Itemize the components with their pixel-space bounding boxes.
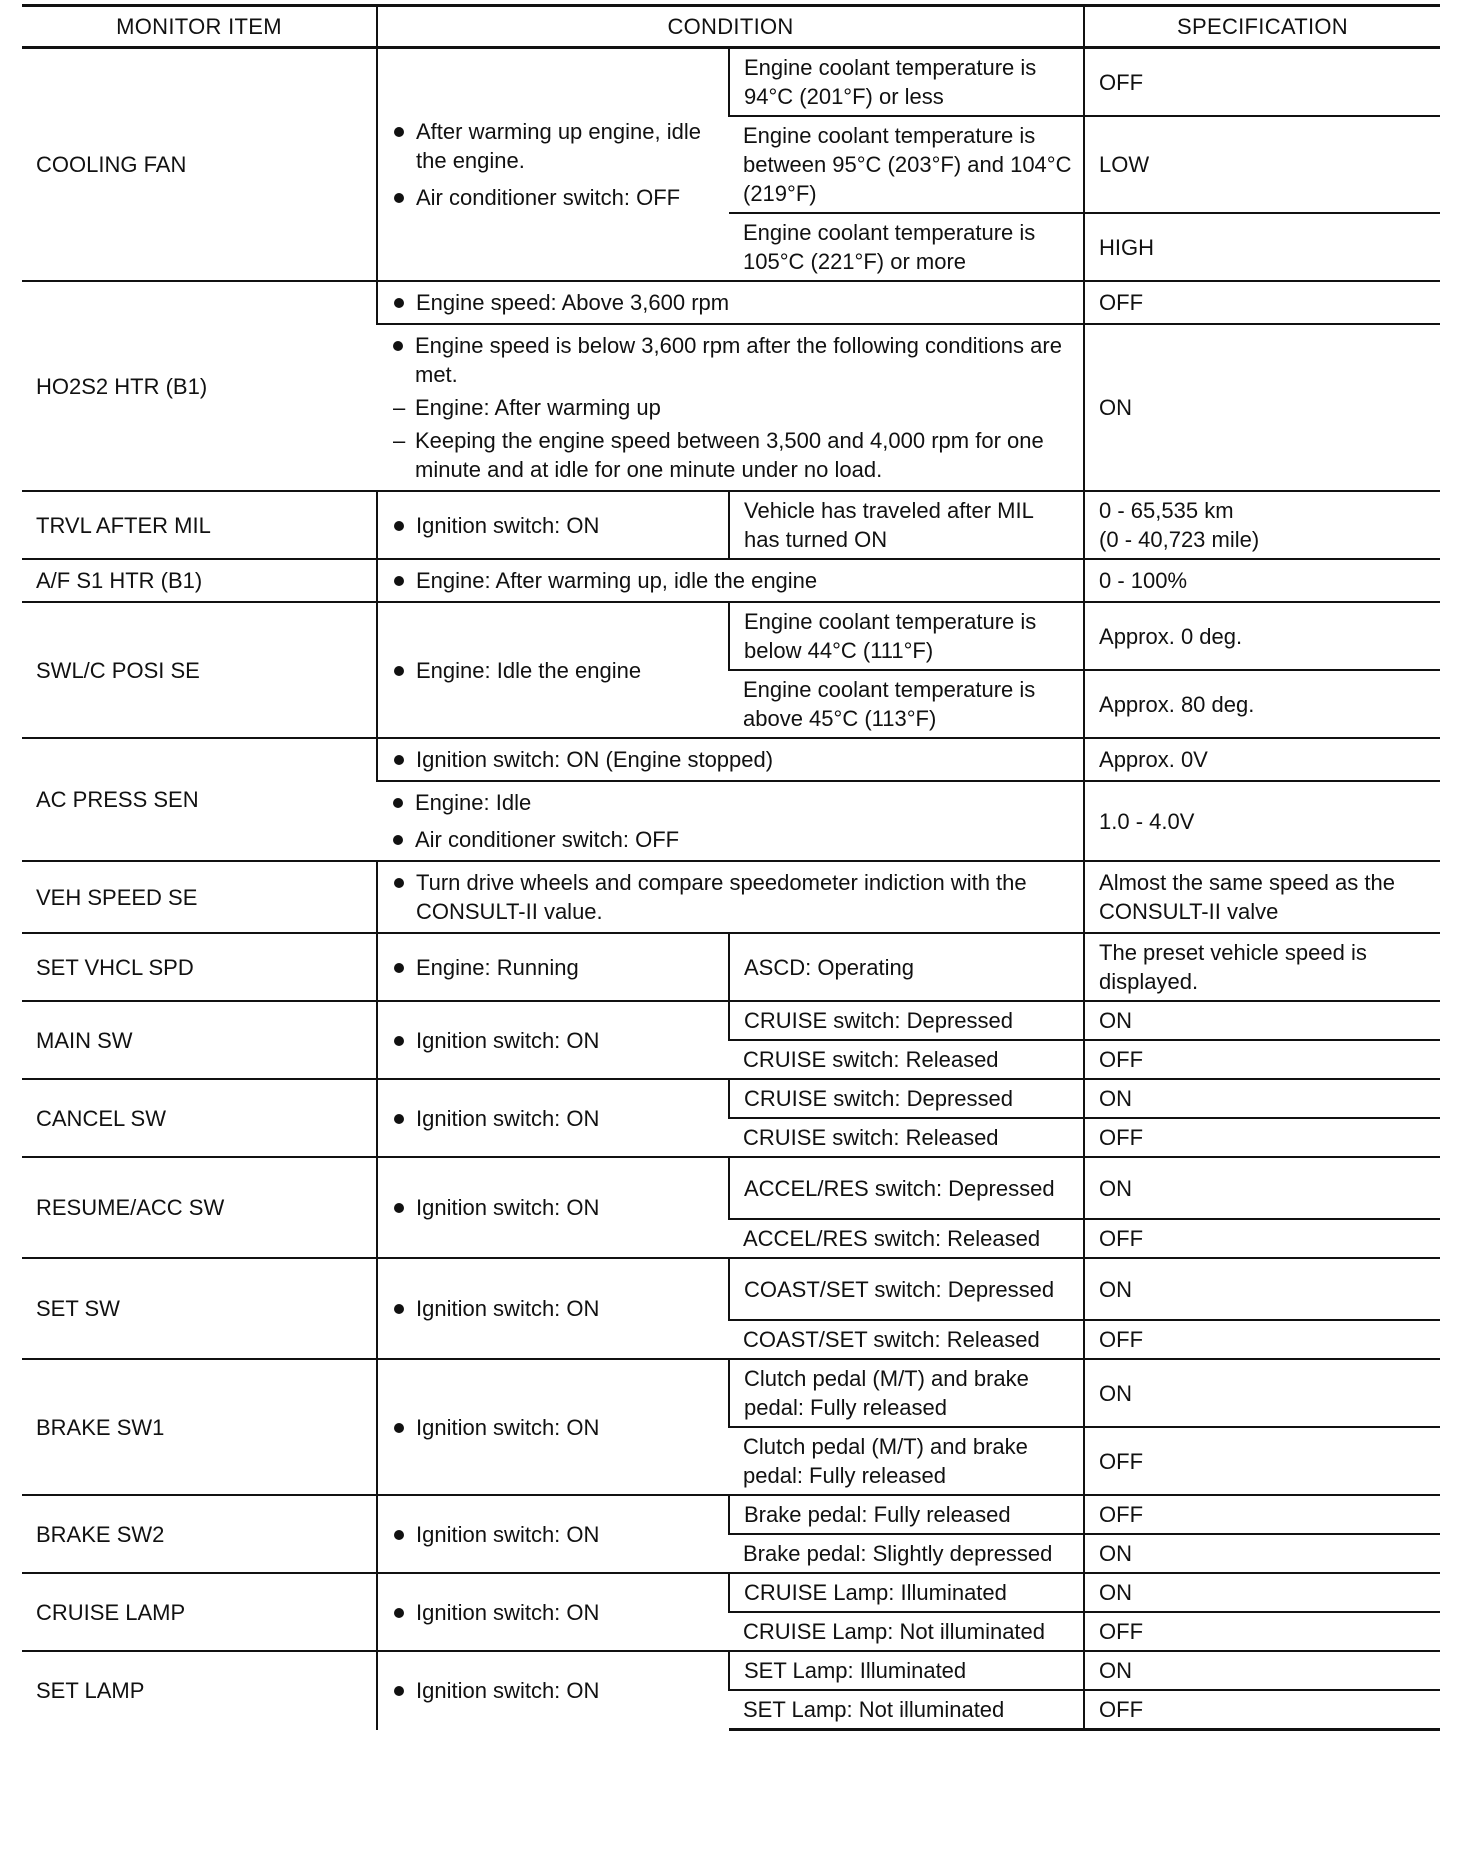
condition-text: Ignition switch: ON bbox=[416, 1027, 600, 1053]
spec-value: OFF bbox=[1084, 1427, 1440, 1495]
spec-value: OFF bbox=[1084, 1495, 1440, 1534]
condition-text: Ignition switch: ON bbox=[416, 1296, 600, 1321]
bullet-icon bbox=[394, 1423, 404, 1433]
table-row bbox=[22, 1359, 1440, 1427]
sub-condition: Engine coolant temperature is above 45°C (113°F) bbox=[729, 670, 1084, 738]
item-set-lamp: SET LAMP bbox=[22, 1651, 377, 1730]
sub-condition: Brake pedal: Fully released bbox=[729, 1495, 1084, 1534]
condition-ac-press-sen-1 bbox=[377, 738, 1084, 781]
table-row bbox=[22, 1001, 1440, 1040]
spec-value: 0 - 65,535 km (0 - 40,723 mile) bbox=[1084, 491, 1440, 559]
spec-value: HIGH bbox=[1084, 213, 1440, 281]
sub-condition: CRUISE switch: Depressed bbox=[729, 1001, 1084, 1040]
sub-condition: Clutch pedal (M/T) and brake pedal: Fully released bbox=[729, 1427, 1084, 1495]
condition-text: Engine: After warming up, idle the engine bbox=[416, 568, 818, 593]
table-row bbox=[22, 1157, 1440, 1219]
spec-value: 1.0 - 4.0V bbox=[1084, 781, 1440, 861]
sub-condition: ACCEL/RES switch: Depressed bbox=[729, 1157, 1084, 1219]
condition-text: Engine speed: Above 3,600 rpm bbox=[416, 290, 730, 315]
table-header-row bbox=[22, 6, 1440, 48]
bullet-icon bbox=[394, 127, 404, 137]
item-brake-sw1: BRAKE SW1 bbox=[22, 1359, 377, 1495]
sub-condition: ASCD: Operating bbox=[729, 933, 1084, 1001]
table-row bbox=[22, 491, 1440, 559]
table-row bbox=[22, 1651, 1440, 1690]
condition-text: Ignition switch: ON bbox=[416, 1414, 600, 1440]
sub-condition: CRUISE Lamp: Not illuminated bbox=[729, 1612, 1084, 1651]
item-resume-acc-sw: RESUME/ACC SW bbox=[22, 1157, 377, 1258]
condition-text: Ignition switch: ON bbox=[416, 1521, 600, 1547]
item-ho2s2-htr: HO2S2 HTR (B1) bbox=[22, 281, 377, 491]
condition-text: Air conditioner switch: OFF bbox=[415, 827, 680, 852]
spec-value: OFF bbox=[1084, 1040, 1440, 1079]
condition-text: Engine: Idle bbox=[415, 790, 532, 815]
sub-condition: Engine coolant temperature is 105°C (221°F) or more bbox=[729, 213, 1084, 281]
bullet-icon bbox=[394, 1304, 404, 1314]
table-row bbox=[22, 48, 1440, 117]
table-row bbox=[22, 281, 1440, 324]
spec-value: Approx. 80 deg. bbox=[1084, 670, 1440, 738]
condition-cruise-lamp bbox=[377, 1573, 729, 1651]
table-row bbox=[22, 559, 1440, 602]
condition-brake-sw1 bbox=[377, 1359, 729, 1495]
spec-value: OFF bbox=[1084, 48, 1440, 117]
sub-condition: CRUISE Lamp: Illuminated bbox=[729, 1573, 1084, 1612]
bullet-icon bbox=[394, 1530, 404, 1540]
item-af-s1-htr: A/F S1 HTR (B1) bbox=[22, 559, 377, 602]
item-set-vhcl-spd: SET VHCL SPD bbox=[22, 933, 377, 1001]
condition-text: Engine speed is below 3,600 rpm after the following conditions are met. bbox=[415, 333, 1062, 387]
bullet-icon bbox=[394, 1608, 404, 1618]
condition-ho2s2-htr-2 bbox=[377, 324, 1084, 491]
sub-condition: CRUISE switch: Released bbox=[729, 1118, 1084, 1157]
bullet-icon bbox=[394, 193, 404, 203]
item-cruise-lamp: CRUISE LAMP bbox=[22, 1573, 377, 1651]
spec-value: Approx. 0V bbox=[1084, 738, 1440, 781]
condition-resume-acc-sw bbox=[377, 1157, 729, 1258]
sub-condition: COAST/SET switch: Depressed bbox=[729, 1258, 1084, 1320]
condition-text: After warming up engine, idle the engine. bbox=[416, 119, 701, 173]
table-row bbox=[22, 1258, 1440, 1320]
condition-veh-speed-se bbox=[377, 861, 1084, 933]
sub-condition: COAST/SET switch: Released bbox=[729, 1320, 1084, 1359]
header-monitor-item: MONITOR ITEM bbox=[22, 6, 377, 48]
condition-trvl-after-mil bbox=[377, 491, 729, 559]
spec-value: ON bbox=[1084, 324, 1440, 491]
condition-ac-press-sen-2 bbox=[377, 781, 1084, 861]
bullet-icon bbox=[394, 755, 404, 765]
spec-value: ON bbox=[1084, 1651, 1440, 1690]
bullet-icon bbox=[394, 1203, 404, 1213]
spec-value: The preset vehicle speed is displayed. bbox=[1084, 933, 1440, 1001]
bullet-icon bbox=[394, 1686, 404, 1696]
sub-condition: SET Lamp: Not illuminated bbox=[729, 1690, 1084, 1730]
spec-value: ON bbox=[1084, 1534, 1440, 1573]
condition-text: Ignition switch: ON (Engine stopped) bbox=[416, 747, 774, 772]
bullet-icon bbox=[394, 1036, 404, 1046]
spec-value: OFF bbox=[1084, 281, 1440, 324]
condition-text: Engine: Running bbox=[416, 954, 579, 980]
condition-swlc-posi-se bbox=[377, 602, 729, 738]
bullet-icon bbox=[394, 576, 404, 586]
spec-value: ON bbox=[1084, 1157, 1440, 1219]
item-cooling-fan: COOLING FAN bbox=[22, 48, 377, 282]
item-veh-speed-se: VEH SPEED SE bbox=[22, 861, 377, 933]
sub-condition: CRUISE switch: Depressed bbox=[729, 1079, 1084, 1118]
spec-value: OFF bbox=[1084, 1118, 1440, 1157]
spec-value: OFF bbox=[1084, 1320, 1440, 1359]
dash-icon: – bbox=[393, 428, 406, 453]
header-condition: CONDITION bbox=[377, 6, 1084, 48]
table-row bbox=[22, 861, 1440, 933]
bullet-icon bbox=[394, 1114, 404, 1124]
item-brake-sw2: BRAKE SW2 bbox=[22, 1495, 377, 1573]
table-row bbox=[22, 1495, 1440, 1534]
condition-af-s1-htr bbox=[377, 559, 1084, 602]
table-row bbox=[22, 933, 1440, 1001]
sub-condition: SET Lamp: Illuminated bbox=[729, 1651, 1084, 1690]
condition-set-lamp bbox=[377, 1651, 729, 1730]
condition-text: Engine: After warming up bbox=[415, 395, 661, 420]
monitor-spec-table bbox=[22, 4, 1440, 1731]
condition-cooling-fan bbox=[377, 48, 729, 282]
item-trvl-after-mil: TRVL AFTER MIL bbox=[22, 491, 377, 559]
spec-value: Approx. 0 deg. bbox=[1084, 602, 1440, 670]
spec-value: 0 - 100% bbox=[1084, 559, 1440, 602]
condition-set-sw bbox=[377, 1258, 729, 1359]
spec-value: LOW bbox=[1084, 116, 1440, 213]
bullet-icon bbox=[393, 835, 403, 845]
condition-main-sw bbox=[377, 1001, 729, 1079]
sub-condition: CRUISE switch: Released bbox=[729, 1040, 1084, 1079]
dash-icon: – bbox=[393, 395, 406, 420]
condition-text: Ignition switch: ON bbox=[416, 1105, 600, 1131]
item-set-sw: SET SW bbox=[22, 1258, 377, 1359]
spec-value: OFF bbox=[1084, 1219, 1440, 1258]
spec-value: ON bbox=[1084, 1079, 1440, 1118]
table-row bbox=[22, 1079, 1440, 1118]
condition-text: Ignition switch: ON bbox=[416, 512, 600, 538]
table-row bbox=[22, 602, 1440, 670]
bullet-icon bbox=[394, 521, 404, 531]
table-row bbox=[22, 1573, 1440, 1612]
condition-text: Ignition switch: ON bbox=[416, 1678, 600, 1704]
table-row bbox=[22, 738, 1440, 781]
bullet-icon bbox=[394, 666, 404, 676]
spec-value: Almost the same speed as the CONSULT-II valve bbox=[1084, 861, 1440, 933]
bullet-icon bbox=[393, 341, 403, 351]
bullet-icon bbox=[394, 298, 404, 308]
condition-ho2s2-htr-1 bbox=[377, 281, 1084, 324]
sub-condition: Engine coolant temperature is below 44°C (111°F) bbox=[729, 602, 1084, 670]
monitor-spec-page bbox=[22, 4, 1440, 1731]
sub-condition: Brake pedal: Slightly depressed bbox=[729, 1534, 1084, 1573]
spec-value: ON bbox=[1084, 1359, 1440, 1427]
sub-condition: Vehicle has traveled after MIL has turned ON bbox=[729, 491, 1084, 559]
header-specification: SPECIFICATION bbox=[1084, 6, 1440, 48]
condition-text: Turn drive wheels and compare speedometer indiction with the CONSULT-II value. bbox=[416, 870, 1027, 924]
sub-condition: Clutch pedal (M/T) and brake pedal: Fully released bbox=[729, 1359, 1084, 1427]
spec-value: ON bbox=[1084, 1001, 1440, 1040]
spec-value: OFF bbox=[1084, 1612, 1440, 1651]
sub-condition: Engine coolant temperature is 94°C (201°F) or less bbox=[729, 48, 1084, 117]
condition-text: Keeping the engine speed between 3,500 and 4,000 rpm for one minute and at idle for one minute under no load. bbox=[415, 428, 1044, 482]
item-main-sw: MAIN SW bbox=[22, 1001, 377, 1079]
condition-text: Air conditioner switch: OFF bbox=[416, 185, 681, 210]
bullet-icon bbox=[394, 963, 404, 973]
sub-condition: ACCEL/RES switch: Released bbox=[729, 1219, 1084, 1258]
condition-text: Ignition switch: ON bbox=[416, 1195, 600, 1220]
condition-brake-sw2 bbox=[377, 1495, 729, 1573]
item-ac-press-sen: AC PRESS SEN bbox=[22, 738, 377, 861]
spec-value: OFF bbox=[1084, 1690, 1440, 1730]
item-swlc-posi-se: SWL/C POSI SE bbox=[22, 602, 377, 738]
condition-set-vhcl-spd bbox=[377, 933, 729, 1001]
spec-value: ON bbox=[1084, 1573, 1440, 1612]
spec-value: ON bbox=[1084, 1258, 1440, 1320]
condition-text: Ignition switch: ON bbox=[416, 1599, 600, 1625]
condition-cancel-sw bbox=[377, 1079, 729, 1157]
condition-text: Engine: Idle the engine bbox=[416, 657, 642, 683]
item-cancel-sw: CANCEL SW bbox=[22, 1079, 377, 1157]
bullet-icon bbox=[394, 878, 404, 888]
sub-condition: Engine coolant temperature is between 95°C (203°F) and 104°C (219°F) bbox=[729, 116, 1084, 213]
bullet-icon bbox=[393, 798, 403, 808]
